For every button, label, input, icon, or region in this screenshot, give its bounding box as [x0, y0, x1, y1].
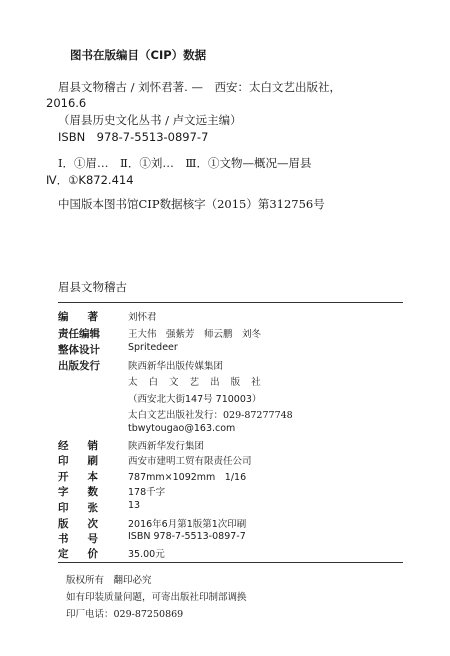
credit-label-char: 数 — [87, 486, 98, 498]
credit-value: 王大伟 强紫芳 师云鹏 刘冬 — [128, 329, 262, 340]
book-title: 眉县文物稽古 — [58, 280, 127, 294]
credit-label-char: 编 — [58, 311, 69, 323]
credit-label — [58, 453, 120, 468]
credit-label — [58, 531, 120, 546]
credit-label: 出版发行 — [58, 360, 100, 372]
credit-value: 刘怀君 — [128, 312, 157, 323]
credit-label-char: 印 — [58, 455, 69, 467]
printer-phone: 印厂电话：029-87250869 — [66, 609, 184, 620]
credit-label-char: 字 — [58, 486, 69, 498]
credit-value: 太 白 文 艺 出 版 社 — [128, 377, 265, 388]
cip-series-line: （眉县历史文化丛书 / 卢文远主编） — [58, 113, 242, 127]
credit-label — [58, 309, 120, 324]
credit-value: 787mm×1092mm 1/16 — [128, 472, 247, 483]
credit-label-char: 本 — [87, 471, 98, 483]
credit-value: 35.00元 — [128, 549, 165, 560]
quality-notice: 如有印装质量问题，可寄出版社印制部调换 — [66, 592, 247, 603]
credits-top-rule — [58, 302, 403, 303]
credits-bottom-rule — [58, 562, 403, 563]
cip-classification-line: Ⅳ．①K872.414 — [46, 173, 134, 187]
credit-label-char: 著 — [87, 311, 98, 323]
credit-label-char: 销 — [87, 440, 98, 452]
rights-notice: 版权所有 翻印必究 — [66, 575, 152, 586]
credit-label-char: 印 — [58, 502, 69, 514]
credit-label — [58, 438, 120, 453]
credit-label — [58, 469, 120, 484]
credit-value: 西安市建明工贸有限责任公司 — [128, 456, 252, 467]
credit-value: 陕西新华发行集团 — [128, 441, 205, 452]
credit-value: 178千字 — [128, 487, 166, 498]
credit-label-char: 版 — [58, 518, 69, 530]
cip-data-number: 中国版本图书馆CIP数据核字（2015）第312756号 — [58, 197, 325, 211]
credit-label: 整体设计 — [58, 344, 100, 356]
credit-value: （西安北大街147号 710003） — [128, 394, 262, 405]
credit-value: Spritedeer — [128, 342, 178, 353]
credit-value: tbwytougao@163.com — [128, 423, 236, 434]
cip-subject-line: Ⅰ．①眉… Ⅱ．①刘… Ⅲ．①文物—概况—眉县 — [58, 156, 312, 170]
cip-heading: 图书在版编目（CIP）数据 — [70, 48, 207, 62]
cip-isbn-line: ISBN 978-7-5513-0897-7 — [58, 130, 209, 144]
credit-label: 责任编辑 — [58, 328, 100, 340]
credit-value: 太白文艺出版社发行：029-87277748 — [128, 410, 293, 421]
credit-value: ISBN 978-7-5513-0897-7 — [128, 531, 246, 542]
cip-date-line: 2016.6 — [46, 96, 87, 110]
credit-label-char: 定 — [58, 548, 69, 560]
credit-label — [58, 500, 120, 515]
credit-label-char: 书 — [58, 533, 69, 545]
credit-label — [58, 516, 120, 531]
credit-label-char: 次 — [87, 518, 98, 530]
credit-value: 13 — [128, 500, 141, 511]
cip-title-line: 眉县文物稽古 / 刘怀君著. — 西安：太白文艺出版社， — [58, 80, 341, 94]
credit-label — [58, 484, 120, 499]
credit-label-char: 价 — [87, 548, 98, 560]
credit-label-char: 刷 — [87, 455, 98, 467]
credit-value: 陕西新华出版传媒集团 — [128, 361, 224, 372]
credit-label — [58, 546, 120, 561]
credit-value: 2016年6月第1版第1次印刷 — [128, 519, 247, 530]
credit-label-char: 张 — [87, 502, 98, 514]
credit-label-char: 开 — [58, 471, 69, 483]
credit-label-char: 号 — [87, 533, 98, 545]
credit-label-char: 经 — [58, 440, 69, 452]
